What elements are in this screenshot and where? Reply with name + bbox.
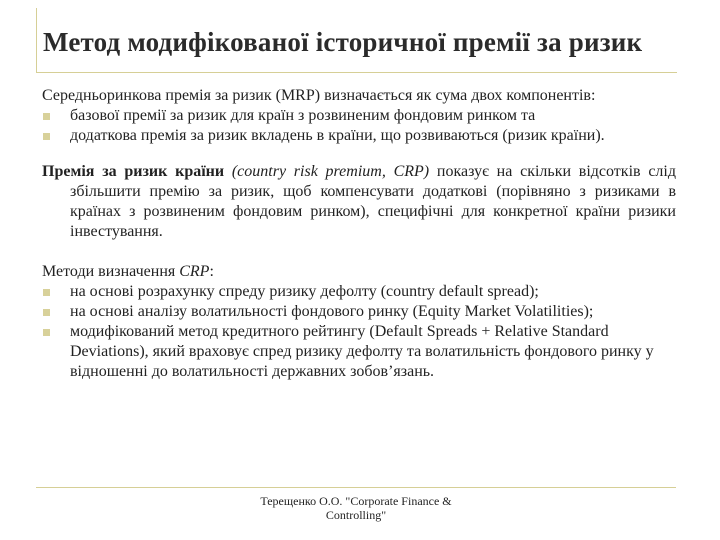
list-item bbox=[42, 322, 676, 382]
square-bullet-icon bbox=[43, 309, 50, 316]
list-item bbox=[42, 302, 676, 322]
list-item-text: на основі аналізу волатильності фондового ринку (Equity Market Volatilities); bbox=[70, 303, 594, 320]
heading-colon: : bbox=[209, 263, 214, 280]
crp-methods-list bbox=[42, 282, 676, 382]
list-item bbox=[42, 106, 676, 126]
mrp-definition-text: (MRP) визначається як сума двох компонентів: bbox=[271, 87, 596, 104]
mrp-definition bbox=[42, 86, 676, 106]
square-bullet-icon bbox=[43, 329, 50, 336]
footer-line-2: Controlling" bbox=[325, 508, 387, 522]
list-item-text: модифікований метод кредитного рейтингу (Default Spreads + Relative Standard Deviations), який враховує спред ризику дефолту та волатильність фондового ринку у відношенні до волатильності державних зобов’язань. bbox=[70, 323, 654, 380]
slide-title: Метод модифікованої історичної премії за ризик bbox=[43, 27, 643, 57]
list-item bbox=[42, 126, 676, 146]
list-item-text: на основі розрахунку спреду ризику дефолту (country default spread); bbox=[70, 283, 539, 300]
list-item-text: базової премії за ризик для країн з розвиненим фондовим ринком та bbox=[70, 107, 536, 124]
crp-methods-heading bbox=[42, 262, 676, 282]
slide-content bbox=[42, 86, 676, 382]
list-item-text: додаткова премія за ризик вкладень в країни, що розвиваються (ризик країни). bbox=[70, 127, 605, 144]
crp-methods-heading-text: Методи визначення bbox=[42, 263, 180, 280]
square-bullet-icon bbox=[43, 113, 50, 120]
footer-citation bbox=[206, 494, 506, 522]
mrp-term: Середньоринкова премія за ризик bbox=[42, 87, 272, 104]
crp-abbreviation: CRP bbox=[179, 263, 210, 280]
crp-term-english: (country risk premium, CRP) bbox=[224, 163, 430, 180]
crp-term: Премія за ризик країни bbox=[42, 163, 225, 180]
list-item bbox=[42, 282, 676, 302]
square-bullet-icon bbox=[43, 289, 50, 296]
crp-definition bbox=[42, 162, 676, 242]
crp-definition-text: показує на скільки відсотків слід збільшити премію за ризик, щоб компенсувати додаткові (порівняно з ризиками в країнах з розвиненим фондовим ринком), специфічні для конкретної країни ризики інвестування. bbox=[70, 163, 676, 240]
footer-divider bbox=[36, 487, 676, 488]
square-bullet-icon bbox=[43, 133, 50, 140]
mrp-components-list bbox=[42, 106, 676, 146]
footer-line-1: Терещенко О.О. "Corporate Finance & bbox=[260, 494, 452, 508]
